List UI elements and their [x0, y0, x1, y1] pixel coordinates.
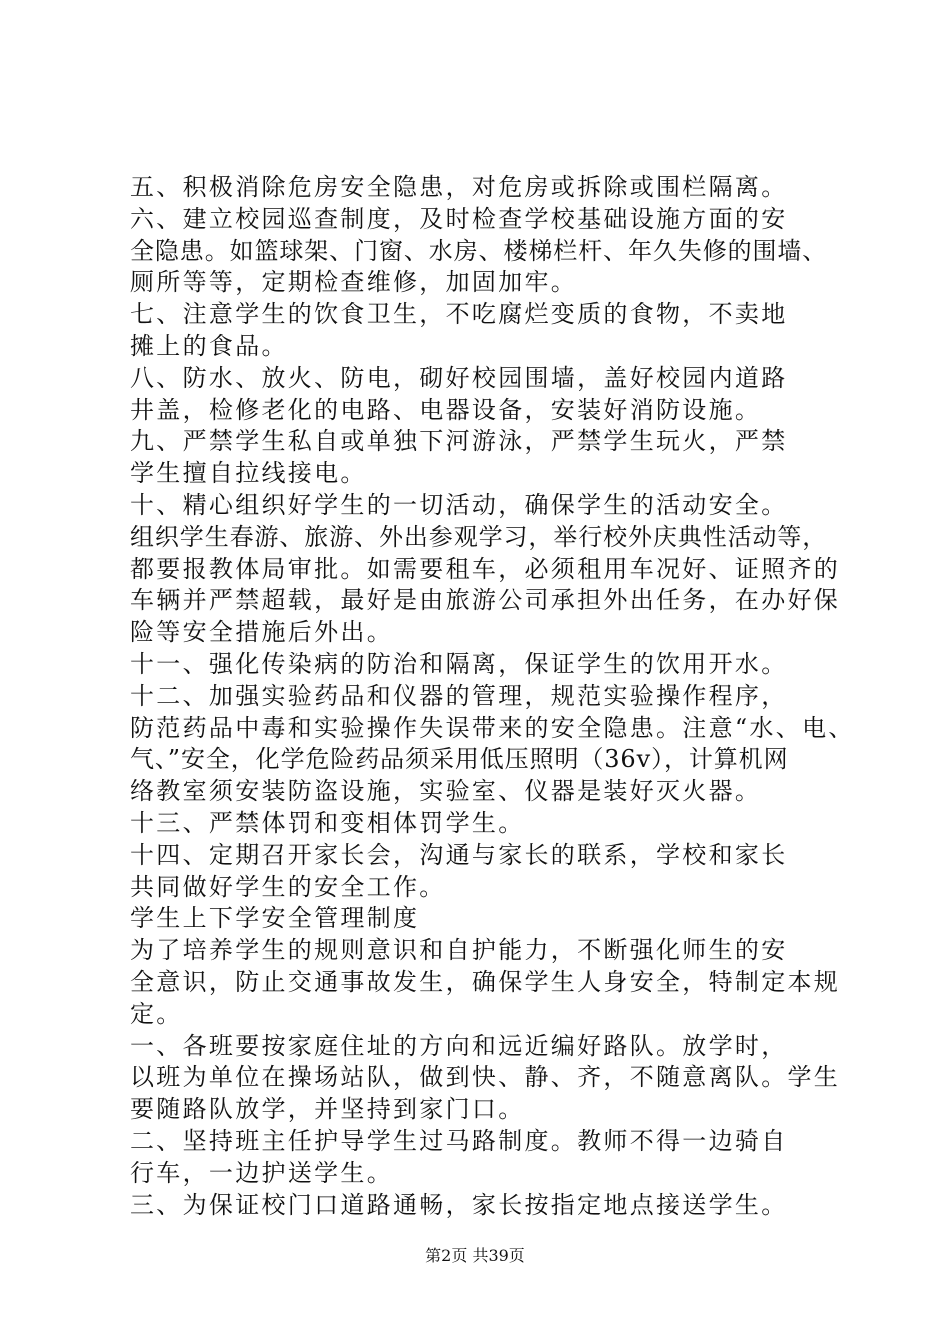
text-line: 十二、加强实验药品和仪器的管理，规范实验操作程序，	[130, 681, 788, 710]
text-line: 学生擅自拉线接电。	[130, 459, 367, 488]
text-line: 三、为保证校门口道路通畅，家长按指定地点接送学生。	[130, 1190, 788, 1219]
text-line: 险等安全措施后外出。	[130, 618, 393, 647]
text-line: 为了培养学生的规则意识和自护能力，不断强化师生的安	[130, 936, 788, 965]
section-heading: 学生上下学安全管理制度	[130, 904, 420, 933]
text-line: 都要报教体局审批。如需要租车，必须租用车况好、证照齐的	[130, 554, 841, 583]
text-line: 以班为单位在操场站队，做到快、静、齐，不随意离队。学生	[130, 1063, 841, 1092]
text-line: 井盖，检修老化的电路、电器设备，安装好消防设施。	[130, 395, 762, 424]
text-line: 共同做好学生的安全工作。	[130, 872, 446, 901]
text-line: 络教室须安装防盗设施，实验室、仪器是装好灭火器。	[130, 777, 762, 806]
text-line: 定。	[130, 999, 183, 1028]
document-body	[130, 172, 855, 1221]
text-line: 一、各班要按家庭住址的方向和远近编好路队。放学时，	[130, 1031, 788, 1060]
text-line: 防范药品中毒和实验操作失误带来的安全隐患。注意“水、电、	[130, 713, 855, 742]
text-line: 六、建立校园巡查制度，及时检查学校基础设施方面的安	[130, 204, 788, 233]
text-line: 二、坚持班主任护导学生过马路制度。教师不得一边骑自	[130, 1126, 788, 1155]
text-line: 全隐患。如篮球架、门窗、水房、楼梯栏杆、年久失修的围墙、	[130, 236, 828, 265]
text-line: 行车，一边护送学生。	[130, 1158, 393, 1187]
text-line: 九、严禁学生私自或单独下河游泳，严禁学生玩火，严禁	[130, 427, 788, 456]
text-line: 七、注意学生的饮食卫生，不吃腐烂变质的食物，不卖地	[130, 300, 788, 329]
text-line: 要随路队放学，并坚持到家门口。	[130, 1095, 525, 1124]
text-line: 五、积极消除危房安全隐患，对危房或拆除或围栏隔离。	[130, 173, 788, 201]
text-line: 十一、强化传染病的防治和隔离，保证学生的饮用开水。	[130, 649, 788, 678]
text-line: 摊上的食品。	[130, 331, 288, 360]
text-line: 十三、严禁体罚和变相体罚学生。	[130, 808, 525, 837]
text-line: 厕所等等，定期检查维修，加固加牢。	[130, 268, 578, 297]
text-line: 组织学生春游、旅游、外出参观学习，举行校外庆典性活动等，	[130, 522, 828, 551]
page-number-footer: 第2页 共39页	[425, 1246, 525, 1265]
text-line: 八、防水、放火、防电，砌好校园围墙，盖好校园内道路	[130, 363, 788, 392]
text-line: 车辆并严禁超载，最好是由旅游公司承担外出任务，在办好保	[130, 586, 841, 615]
text-line: 气、”安全，化学危险药品须采用低压照明（36v），计算机网	[130, 745, 789, 774]
text-line: 十、精心组织好学生的一切活动，确保学生的活动安全。	[130, 490, 788, 519]
text-line: 全意识，防止交通事故发生，确保学生人身安全，特制定本规	[130, 967, 841, 996]
text-line: 十四、定期召开家长会，沟通与家长的联系，学校和家长	[130, 840, 788, 869]
